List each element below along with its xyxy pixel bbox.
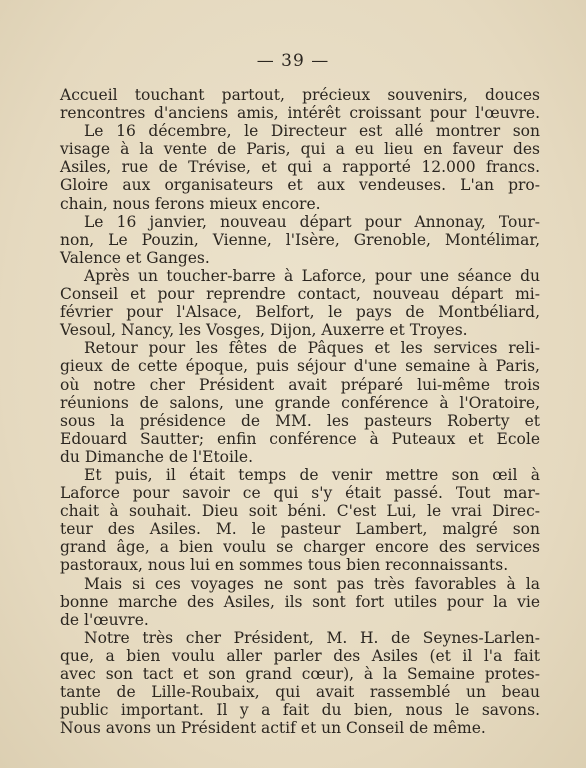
text-line: où notre cher Président avait préparé lui-même trois (60, 375, 540, 394)
text-line: Le 16 janvier, nouveau départ pour Annonay, Tour- (84, 212, 540, 231)
text-line: gieux de cette époque, puis séjour d'une semaine à Paris, (60, 357, 540, 376)
text-line: chain, nous ferons mieux encore. (60, 194, 321, 213)
text-line: Laforce pour savoir ce qui s'y était passé. Tout mar- (60, 484, 540, 503)
text-line: non, Le Pouzin, Vienne, l'Isère, Grenoble, Montélimar, (60, 230, 540, 249)
text-line: réunions de salons, une grande conférence à l'Oratoire, (60, 393, 540, 412)
text-line: Notre très cher Président, M. H. de Seynes-Larlen- (84, 628, 540, 647)
text-line: de l'œuvre. (60, 610, 149, 629)
text-line: teur des Asiles. M. le pasteur Lambert, malgré son (60, 520, 540, 539)
text-line: Edouard Sautter; enfin conférence à Puteaux et Ecole (60, 429, 540, 448)
text-line: grand âge, a bien voulu se charger encore des services (60, 538, 540, 557)
text-line: du Dimanche de l'Etoile. (60, 447, 254, 466)
text-line: avec son tact et son grand cœur), à la Semaine protes- (60, 665, 540, 683)
text-line: bonne marche des Asiles, ils sont fort utiles pour la vie (60, 592, 540, 611)
body-text (60, 86, 540, 737)
text-line: février pour l'Alsace, Belfort, le pays de Montbéliard, (60, 303, 540, 322)
text-line: sous la présidence de MM. les pasteurs Roberty et (60, 411, 540, 430)
text-line: Mais si ces voyages ne sont pas très favorables à la (84, 574, 540, 593)
text-line: Et puis, il était temps de venir mettre son œil à (84, 465, 540, 484)
text-line: visage à la vente de Paris, qui a eu lieu en faveur des (60, 140, 540, 159)
text-line: Valence et Ganges. (60, 248, 210, 267)
text-line: que, a bien voulu aller parler des Asiles (et il l'a fait (60, 646, 540, 665)
text-line: tante de Lille-Roubaix, qui avait rassemblé un beau (60, 683, 540, 702)
text-line: Asiles, rue de Trévise, et qui a rapporté 12.000 francs. (60, 158, 540, 177)
text-line: Gloire aux organisateurs et aux vendeuses. L'an pro- (60, 176, 540, 195)
text-line: Retour pour les fêtes de Pâques et les services reli- (84, 339, 540, 358)
text-line: Vesoul, Nancy, les Vosges, Dijon, Auxerre et Troyes. (60, 321, 468, 340)
text-line: pastoraux, nous lui en sommes tous bien reconnaissants. (60, 556, 509, 575)
text-line: Conseil et pour reprendre contact, nouveau départ mi- (60, 285, 540, 304)
text-line: Nous avons un Président actif et un Conseil de même. (60, 719, 486, 738)
text-line: chait à souhait. Dieu soit béni. C'est Lui, le vrai Direc- (60, 502, 540, 521)
text-line: Le 16 décembre, le Directeur est allé montrer son (84, 122, 540, 141)
text-line: Accueil touchant partout, précieux souvenirs, douces (60, 86, 540, 104)
page-number: — 39 — (256, 51, 330, 71)
text-line: Après un toucher-barre à Laforce, pour une séance du (84, 266, 540, 285)
text-line: public important. Il y a fait du bien, nous le savons. (60, 701, 540, 720)
text-line: rencontres d'anciens amis, intérêt croissant pour l'œuvre. (60, 104, 540, 123)
